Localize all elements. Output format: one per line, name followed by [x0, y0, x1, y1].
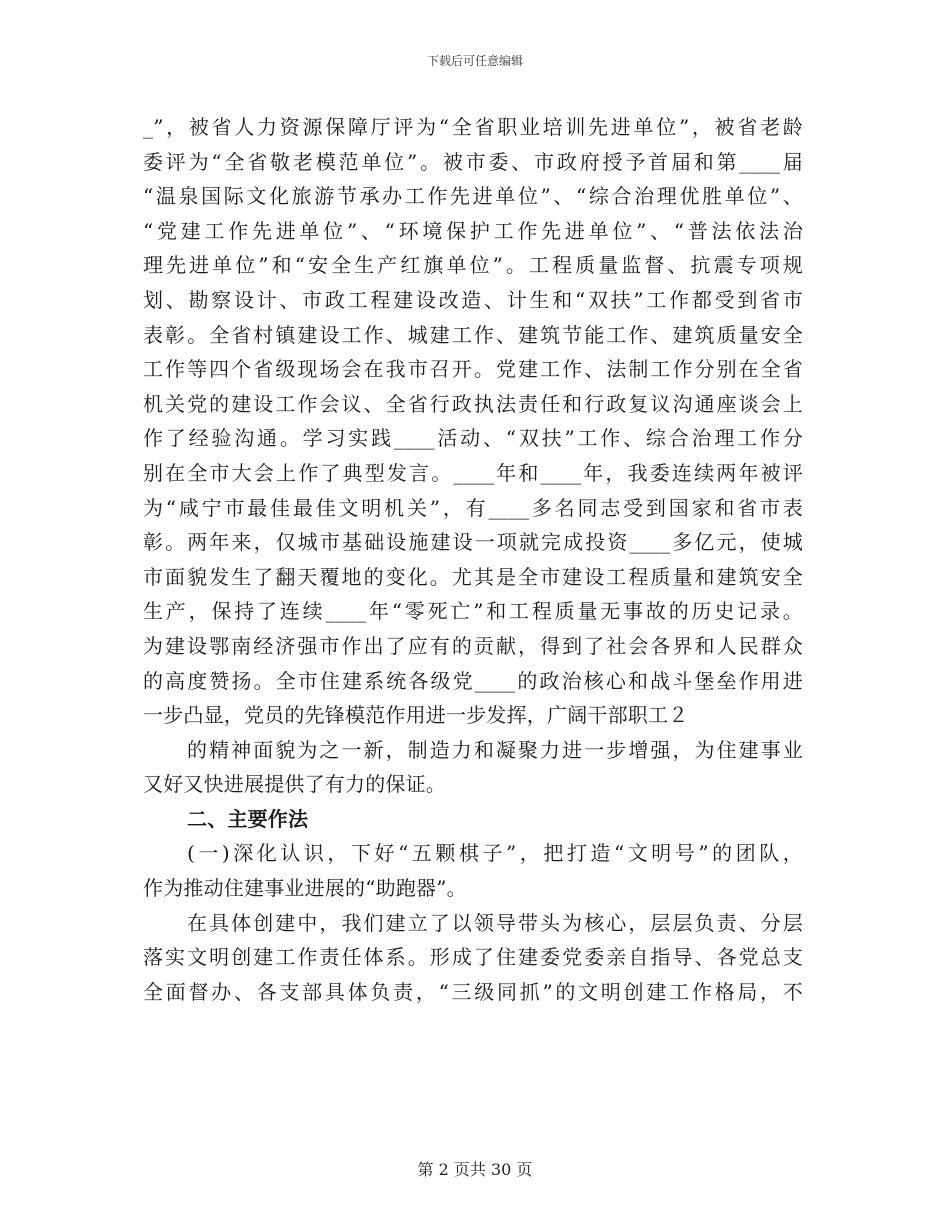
text-line: 的精神面貌为之一新，制造力和凝聚力进一步增强，为住建事业	[187, 737, 803, 762]
text-line: 表彰。全省村镇建设工作、城建工作、建筑节能工作、建筑质量安全	[143, 322, 803, 347]
text-line: (一)深化认识，下好“五颗棋子”，把打造“文明号”的团队，	[187, 841, 803, 866]
text-line: 理先进单位”和“安全生产红旗单位”。工程质量监督、抗震专项规	[143, 253, 803, 278]
text-line: 划、勘察设计、市政工程建设改造、计生和“双扶”工作都受到省市	[143, 287, 803, 312]
text-line: 作了经验沟通。学习实践____活动、“双扶”工作、综合治理工作分	[143, 426, 803, 451]
text-line: 机关党的建设工作会议、全省行政执法责任和行政复议沟通座谈会上	[143, 391, 803, 416]
text-line: 别在全市大会上作了典型发言。____年和____年，我委连续两年被评	[143, 460, 803, 485]
text-line: 委评为“全省敬老模范单位”。被市委、市政府授予首届和第____届	[143, 149, 803, 174]
page-footer: 第 2 页共 30 页	[417, 1160, 533, 1179]
paragraph-achievements	[143, 110, 803, 733]
text-line: 在具体创建中，我们建立了以领导带头为核心，层层负责、分层	[187, 910, 803, 935]
text-line: 为“咸宁市最佳最佳文明机关”，有____多名同志受到国家和省市表	[143, 495, 803, 520]
text-line: 彰。两年来，仅城市基础设施建设一项就完成投资____多亿元，使城	[143, 530, 803, 555]
text-line: _”，被省人力资源保障厅评为“全省职业培训先进单位”，被省老龄	[143, 115, 803, 139]
paragraph-spirit	[143, 733, 803, 802]
text-line: 落实文明创建工作责任体系。形成了住建委党委亲自指导、各党总支	[143, 945, 803, 970]
text-line: 工作等四个省级现场会在我市召开。党建工作、法制工作分别在全省	[143, 357, 803, 382]
heading-main-methods: 二、主要作法	[187, 806, 309, 831]
text-line: “党建工作先进单位”、“环境保护工作先进单位”、“普法依法治	[143, 218, 803, 243]
paragraph-subheading	[143, 836, 803, 905]
text-line: 的高度赞扬。全市住建系统各级党____的政治核心和战斗堡垒作用进	[143, 668, 803, 693]
paragraph-creation	[143, 906, 803, 1010]
text-line: 又好又快进展提供了有力的保证。	[143, 772, 446, 797]
text-line: 市面貌发生了翻天覆地的变化。尤其是全市建设工程质量和建筑安全	[143, 564, 803, 589]
text-line: 为建设鄂南经济强市作出了应有的贡献，得到了社会各界和人民群众	[143, 633, 803, 658]
text-line: 生产，保持了连续____年“零死亡”和工程质量无事故的历史记录。	[143, 599, 803, 624]
document-body	[143, 110, 803, 1009]
section-heading	[143, 802, 803, 837]
page-header: 下载后可任意编辑	[426, 54, 523, 68]
text-line: 作为推动住建事业进展的“助跑器”。	[143, 876, 467, 901]
text-line: 全面督办、各支部具体负责，“三级同抓”的文明创建工作格局，不	[143, 979, 803, 1004]
text-line: 一步凸显，党员的先锋模范作用进一步发挥，广阔干部职工２	[143, 703, 689, 728]
text-line: “温泉国际文化旅游节承办工作先进单位”、“综合治理优胜单位”、	[143, 184, 803, 209]
